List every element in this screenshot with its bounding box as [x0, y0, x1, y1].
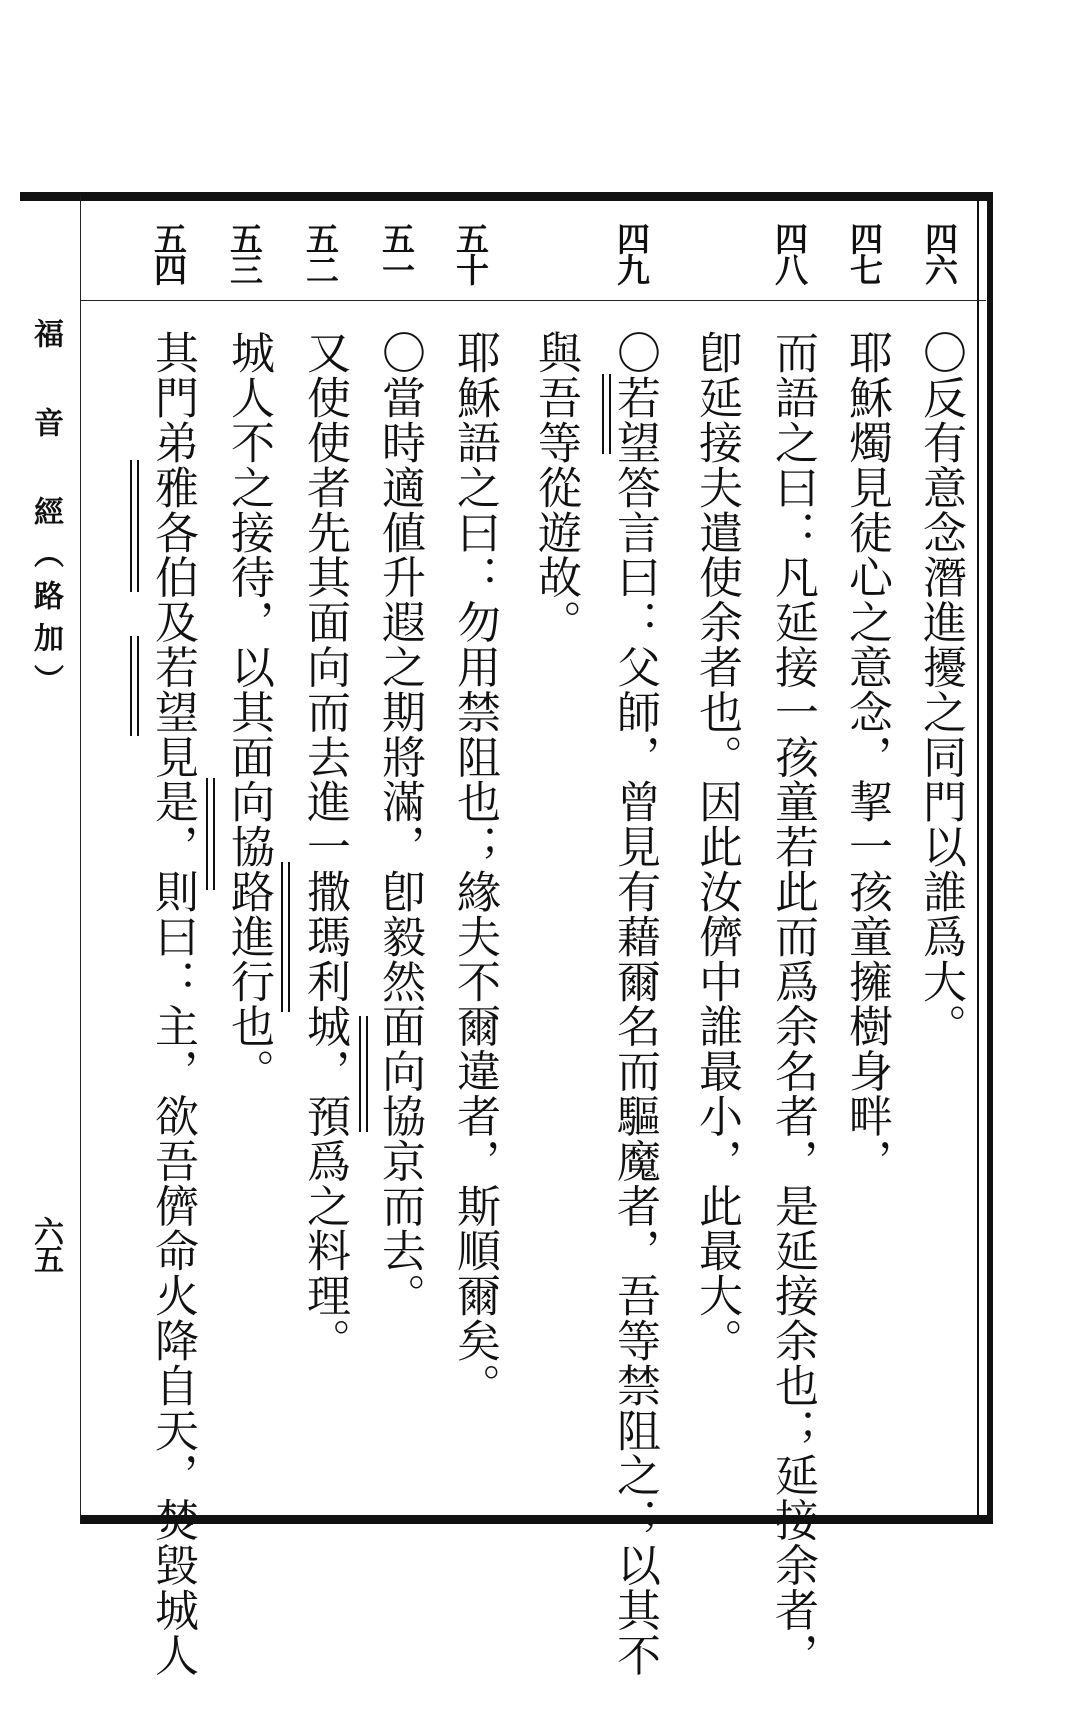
- verse-text-continued: 與吾等從遊故。: [530, 330, 581, 645]
- proper-name-mark: [602, 374, 611, 454]
- verse-text: 〇若望答言曰：父師，曾見有藉爾名而驅魔者，吾等禁阻之；以其不: [609, 330, 660, 1677]
- page-number: 六五: [28, 1216, 63, 1272]
- verse-text-continued: 卽延接夫遣使余者也。因此汝儕中誰最小，此最大。: [691, 330, 742, 1363]
- verse-text: 而語之曰：凡延接一孩童若此而爲余名者，是延接余也；延接余者，: [767, 330, 818, 1677]
- verse-text: 又使使者先其面向而去進一撒瑪利城，預爲之料理。: [299, 330, 350, 1363]
- verse-number: 四六: [920, 222, 959, 284]
- verse-text: 其門弟雅各伯及若望見是，則曰：主，欲吾儕命火降自天，焚毀城人: [147, 330, 198, 1677]
- verse-number: 五一: [377, 222, 416, 284]
- inner-right-rule: [977, 201, 979, 1515]
- verse-number-divider: [80, 300, 986, 301]
- verse-text: 城人不之接待，以其面向協路進行也。: [223, 330, 274, 1094]
- proper-name-mark: [206, 778, 215, 890]
- verse-text: 耶穌語之曰：勿用禁阻也；緣夫不爾違者，斯順爾矣。: [449, 330, 500, 1408]
- verse-number: 四七: [845, 222, 884, 284]
- verse-number: 五三: [225, 222, 264, 284]
- verse-text: 〇當時適値升遐之期將滿，卽毅然面向協京而去。: [374, 330, 425, 1318]
- verse-number: 四八: [770, 222, 809, 284]
- proper-name-mark: [130, 460, 139, 592]
- verse-number: 五四: [149, 222, 188, 284]
- verse-text: 〇反有意念潛進擾之同門以誰爲大。: [915, 330, 966, 1049]
- proper-name-mark: [130, 636, 139, 736]
- proper-name-mark: [359, 1016, 368, 1132]
- verse-number: 五十: [451, 222, 490, 284]
- verse-number: 四九: [612, 222, 651, 284]
- verse-text: 耶穌燭見徒心之意念，挈一孩童擁樹身畔，: [841, 330, 892, 1184]
- verse-number: 五二: [301, 222, 340, 284]
- top-border-left-extension: [20, 192, 82, 201]
- proper-name-mark: [281, 862, 290, 1012]
- book-title: 福 音 經（路加）: [28, 318, 63, 706]
